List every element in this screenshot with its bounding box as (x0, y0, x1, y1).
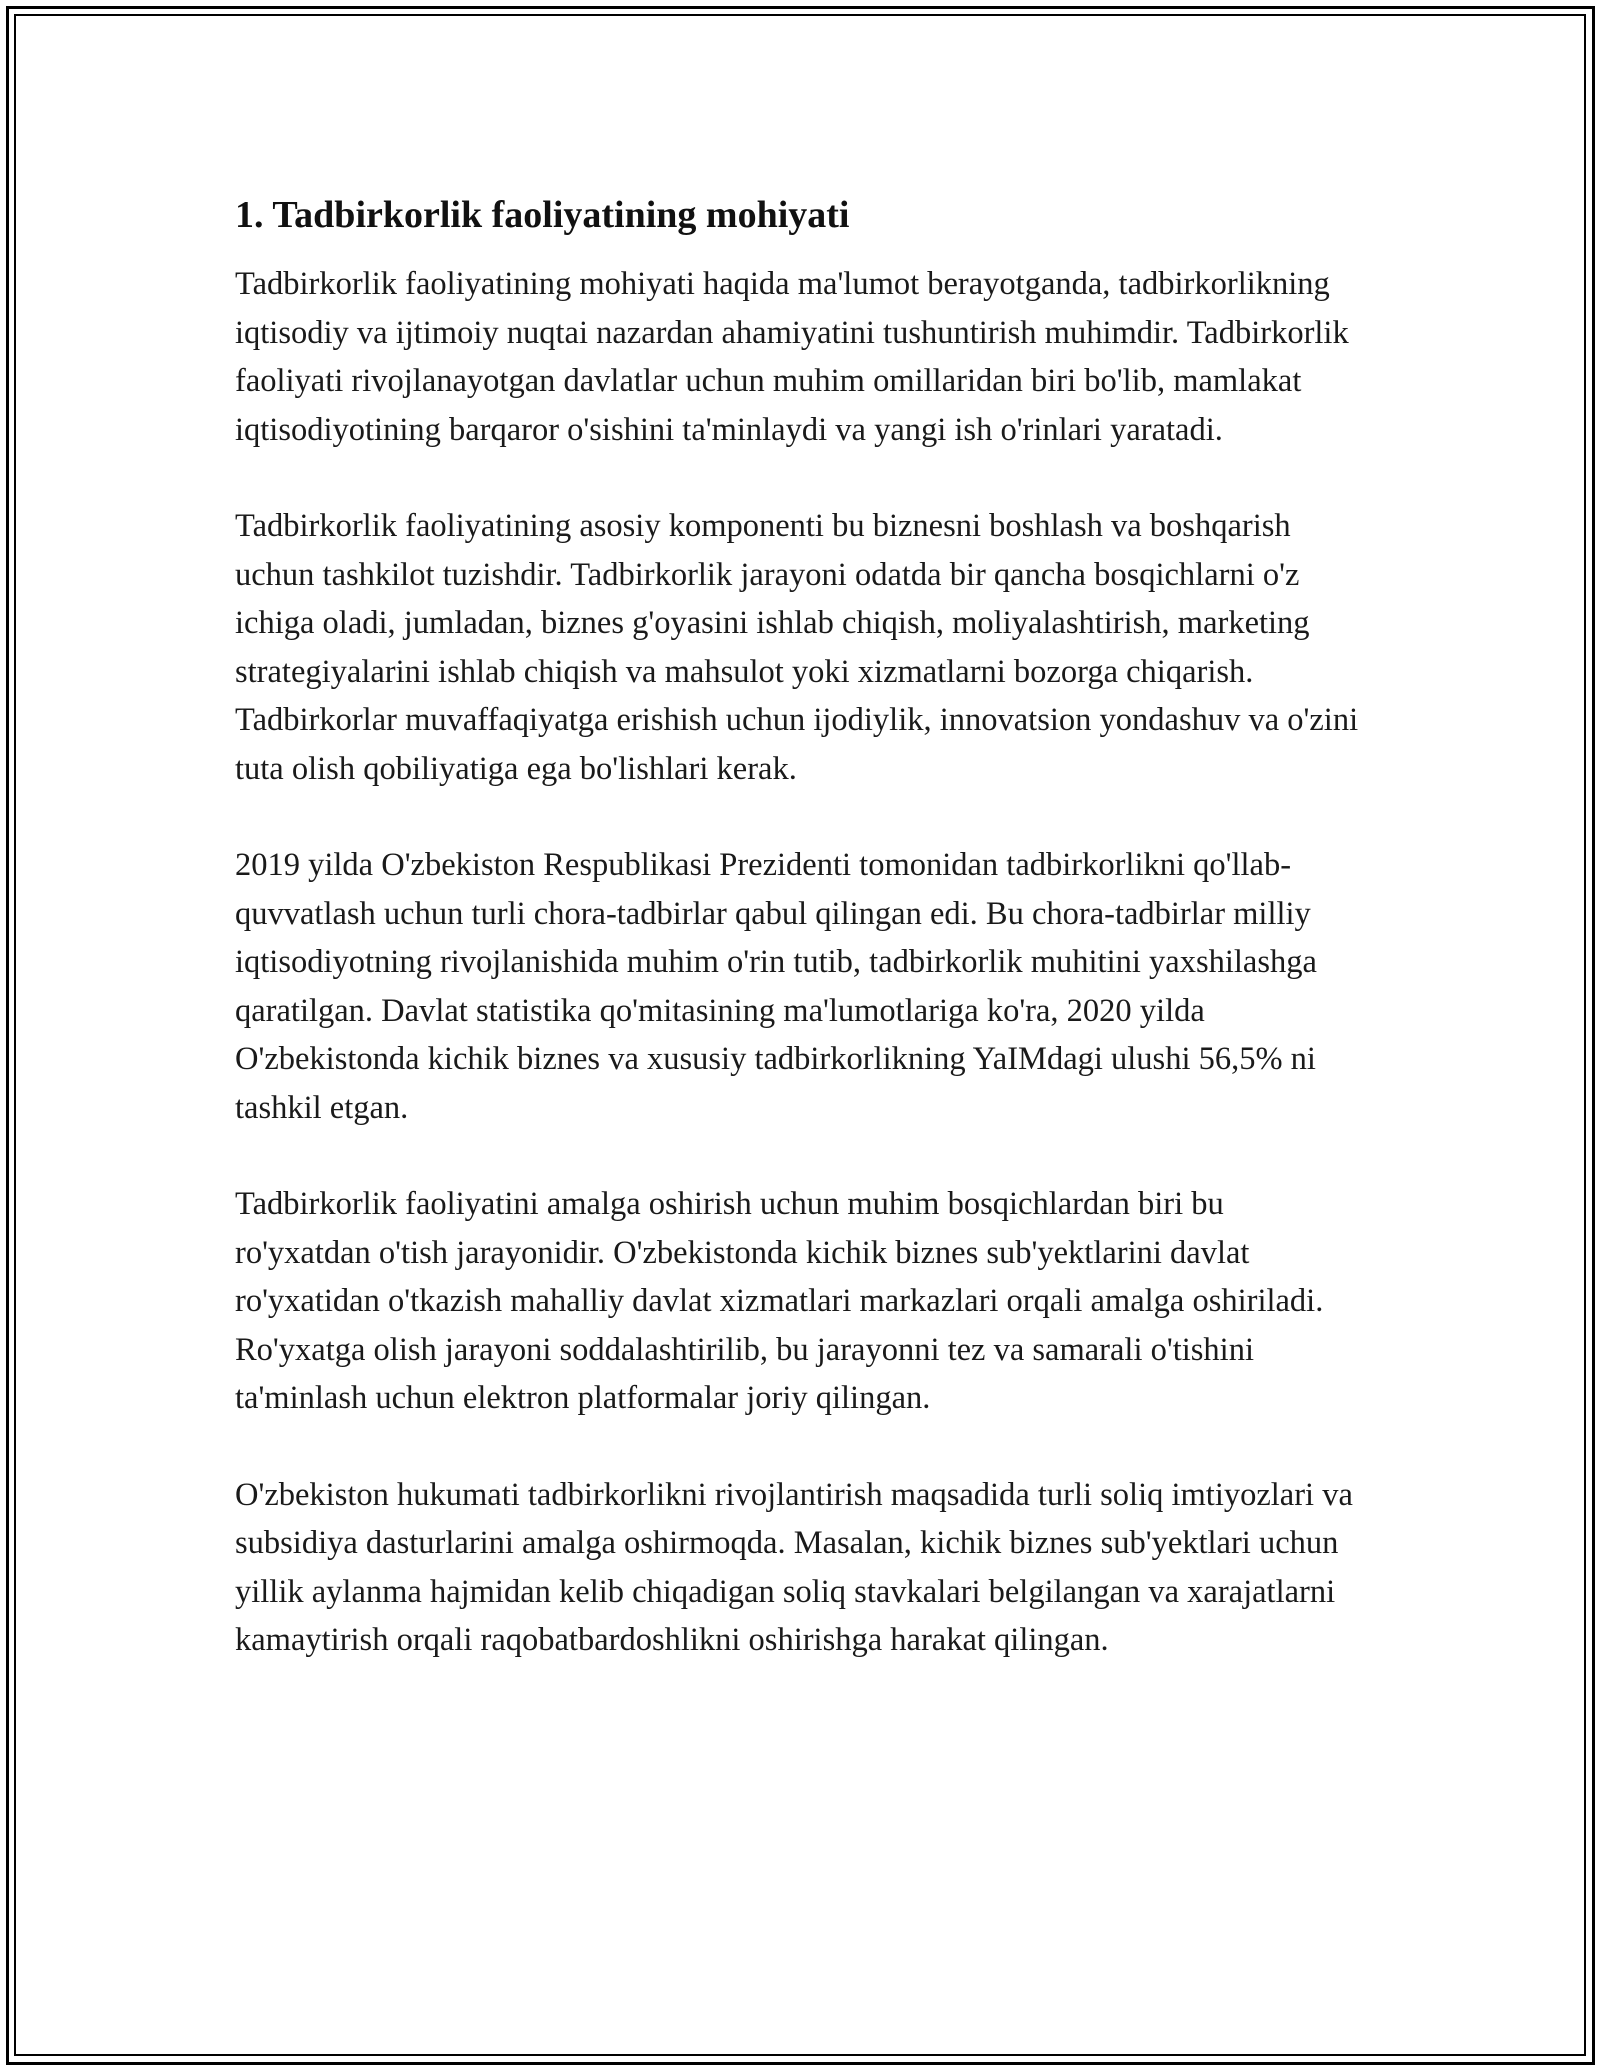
section-heading: 1. Tadbirkorlik faoliyatining mohiyati (235, 194, 850, 236)
paragraph-2: Tadbirkorlik faoliyatining asosiy komponenti bu biznesni boshlash va boshqarish uchun tashkilot tuzishdir. Tadbirkorlik jarayoni odatda bir qancha bosqichlarni o'z ichiga oladi, jumladan, biznes g'oyasini ishlab chiqish, moliyalashtirish, marketing strategiyalarini ishlab chiqish va mahsulot yoki xizmatlarni bozorga chiqarish. Tadbirkorlar muvaffaqiyatga erishish uchun ijodiylik, innovatsion yondashuv va o'zini tuta olish qobiliyatiga ega bo'lishlari kerak. (235, 508, 1359, 787)
paragraph-4: Tadbirkorlik faoliyatini amalga oshirish uchun muhim bosqichlardan biri bu ro'yxatdan o'tish jarayonidir. O'zbekistonda kichik biznes sub'yektlarini davlat ro'yxatidan o'tkazish mahalliy davlat xizmatlari markazlari orqali amalga oshiriladi. Ro'yxatga olish jarayoni soddalashtirilib, bu jarayonni tez va samarali o'tishini ta'minlash uchun elektron platformalar joriy qilingan. (235, 1186, 1324, 1416)
paragraph-5: O'zbekiston hukumati tadbirkorlikni rivojlantirish maqsadida turli soliq imtiyozlari va subsidiya dasturlarini amalga oshirmoqda. Masalan, kichik biznes sub'yektlari uchun yillik aylanma hajmidan kelib chiqadigan soliq stavkalari belgilangan va xarajatlarni kamaytirish orqali raqobatbardoshlikni oshirishga harakat qilingan. (235, 1476, 1353, 1658)
paragraph-3: 2019 yilda O'zbekiston Respublikasi Prezidenti tomonidan tadbirkorlikni qo'llab-quvvatlash uchun turli chora-tadbirlar qabul qilingan edi. Bu chora-tadbirlar milliy iqtisodiyotning rivojlanishida muhim o'rin tutib, tadbirkorlik muhitini yaxshilashga qaratilgan. Davlat statistika qo'mitasining ma'lumotlariga ko'ra, 2020 yilda O'zbekistonda kichik biznes va xususiy tadbirkorlikning YaIMdagi ulushi 56,5% ni tashkil etgan. (235, 847, 1317, 1126)
document-body (235, 190, 1365, 1713)
paragraph-1: Tadbirkorlik faoliyatining mohiyati haqida ma'lumot berayotganda, tadbirkorlikning iqtisodiy va ijtimoiy nuqtai nazardan ahamiyatini tushuntirish muhimdir. Tadbirkorlik faoliyati rivojlanayotgan davlatlar uchun muhim omillaridan biri bo'lib, mamlakat iqtisodiyotining barqaror o'sishini ta'minlaydi va yangi ish o'rinlari yaratadi. (235, 266, 1349, 448)
